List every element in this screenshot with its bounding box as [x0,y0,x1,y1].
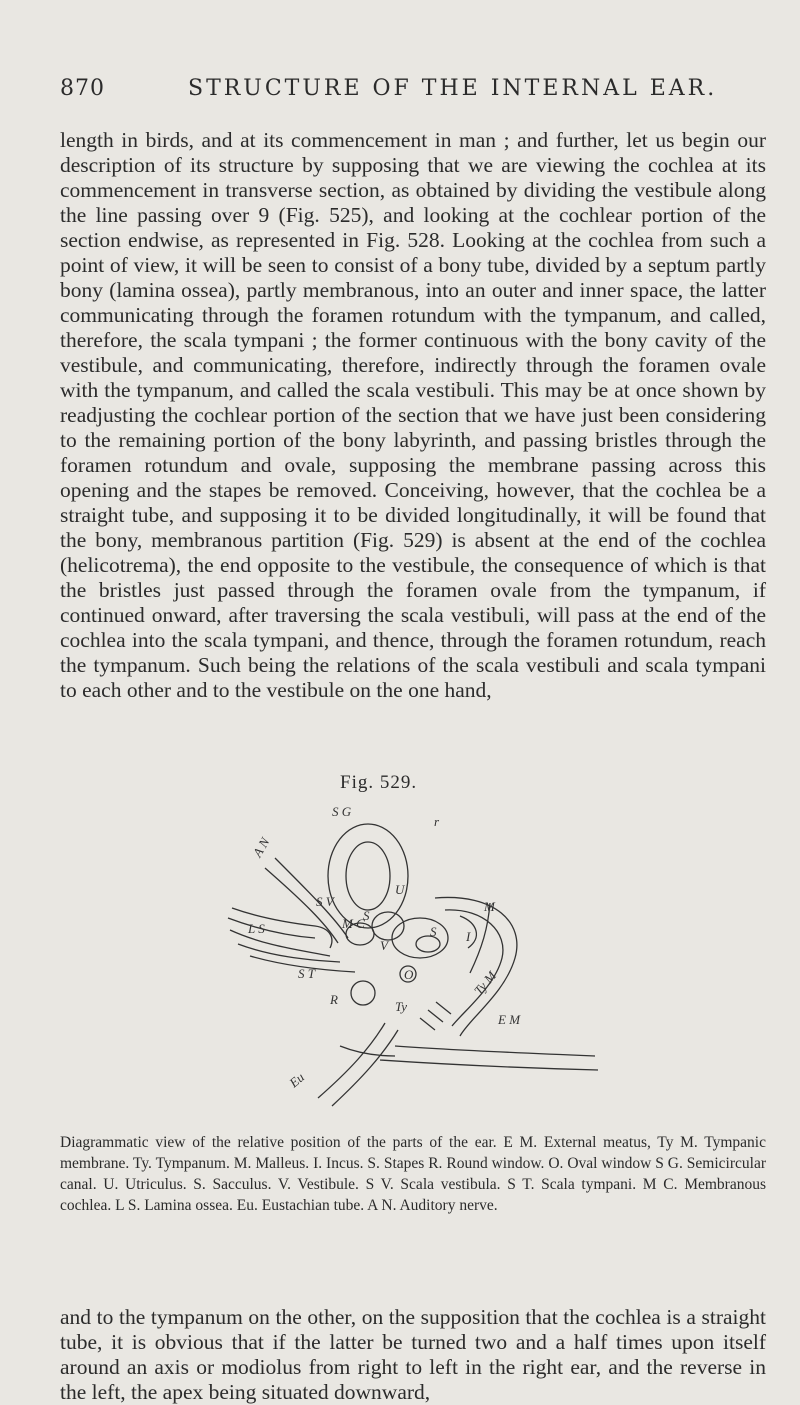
label-mc: M C [342,916,365,931]
external-meatus-lower [380,1060,598,1070]
label-m: M [484,899,495,914]
label-eu: Eu [286,1069,308,1091]
body-paragraph-2: and to the tympanum on the other, on the supposition that the cochlea is a straight tube, it is obvious that if the latter be turned two and a half times upon itself around an axis or modiolus from right to left in the right ear, and the reverse in the left, the apex being situated downward, [60,1305,766,1404]
label-tym: Ty M [470,968,500,998]
semicircular-canal-inner [346,842,390,910]
figure-caption: Diagrammatic view of the relative position of the parts of the ear. E M. External meatus, Ty M. Tympanic membrane. Ty. Tympanum. M. Malleus. I. Incus. S. Stapes R. Round window. O. Oval window S G. Semicircular canal. U. Utriculus. S. Sacculus. V. Vestibule. S V. Scala vestibula. S T. Scala tympani. M C. Membranous cochlea. L S. Lamina ossea. Eu. Eustachian tube. A N. Auditory nerve. [60,1134,766,1214]
external-meatus-upper [395,1046,595,1056]
figure-label: Fig. 529. [340,772,418,793]
label-an: A N [249,834,273,860]
label-i: I [466,929,471,944]
label-s1: S [363,908,370,923]
page-number: 870 [60,76,105,101]
label-s2: S [430,924,437,939]
cochlea-band-4 [238,944,340,962]
body-paragraph-1: length in birds, and at its commencement in man ; and further, let us begin our description of its structure by supposing that we are viewing the cochlea at its commencement in transverse section, as obtained by dividing the vestibule along the line passing over 9 (Fig. 525), and looking at the cochlear portion of the section endwise, as represented in Fig. 528. Looking at the cochlea from such a point of view, it will be seen to consist of a bony tube, divided by a septum partly bony (lamina ossea), partly membranous, into an outer and inner space, the latter communicating through the foramen rotundum with the tympanum, and called, therefore, the scala tympani ; the former continuous with the bony cavity of the vestibule, and communicating, therefore, indirectly through the foramen ovale with the tympanum, and called the scala vestibuli. This may be at once shown by readjusting the cochlear portion of the section that we have just been considering to the remaining portion of the bony labyrinth, and passing bristles through the foramen rotundum and ovale, supposing the membrane passing across this opening and the stapes be removed. Conceiving, however, that the cochlea be a straight tube, and supposing it to be divided longitudinally, it will be found that the bony, membranous partition (Fig. 529) is absent at the end of the cochlea (helicotrema), the end opposite to the vestibule, the consequence of which is that the bristles just passed through the foramen ovale from the tympanum, if continued onward, after traversing the scala vestibuli, will pass at the end of the cochlea into the scala tympani, and thence, through the foramen rotundum, reach the tympanum. Such being the relations of the scala vestibuli and scala tympani to each other and to the vestibule on the one hand, [60,128,766,702]
label-sv: S V [316,894,334,909]
label-sg: S G [332,804,352,819]
utriculus [372,912,404,940]
ear-diagram [220,798,600,1118]
tympanic-membrane-hatch [420,1002,451,1030]
label-r: r [434,814,440,829]
label-em: E M [498,1012,521,1027]
label-o: O [404,967,414,982]
label-u: U [395,882,405,897]
label-ls: L S [248,921,265,936]
label-r2: R [330,992,338,1007]
label-ty: Ty [395,999,408,1014]
running-title: STRUCTURE OF THE INTERNAL EAR. [188,76,718,101]
cochlea-band-3 [230,930,330,956]
label-st: S T [298,966,315,981]
round-window [351,981,375,1005]
eustachian-tube-2 [332,1030,398,1106]
cochlea-band-1 [232,908,332,948]
label-v: V [380,938,388,953]
